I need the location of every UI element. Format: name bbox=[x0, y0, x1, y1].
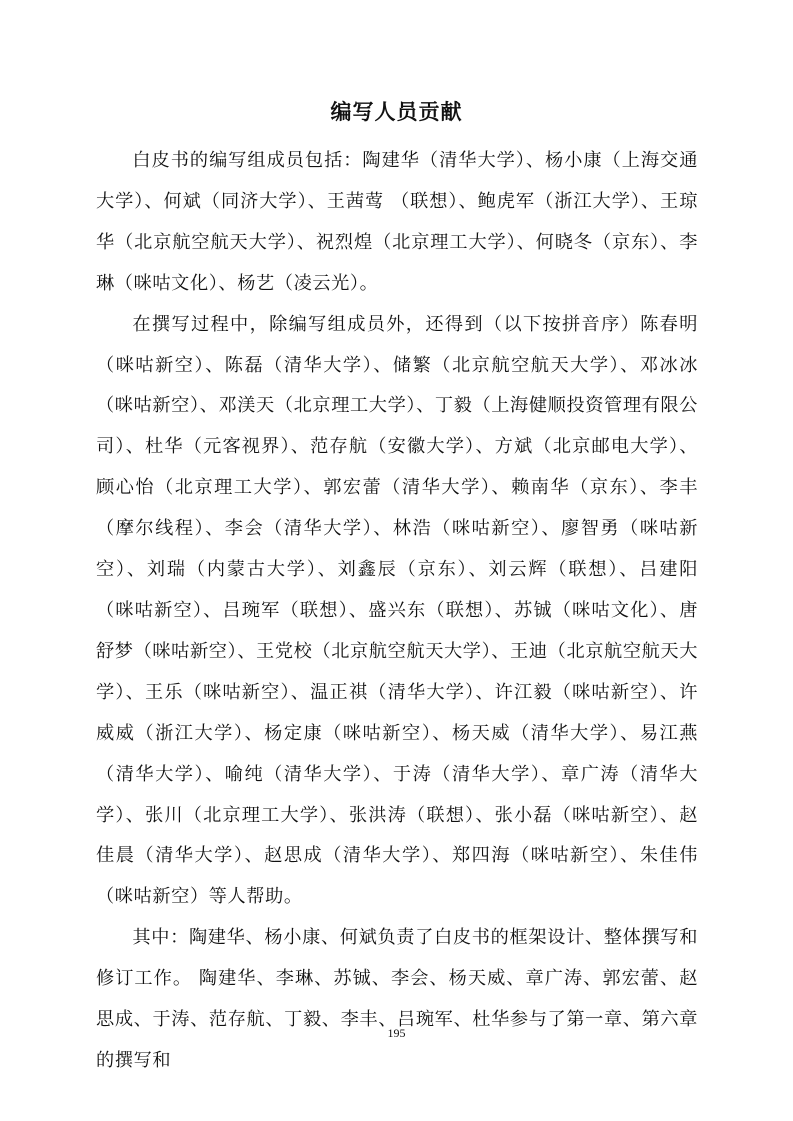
body-text bbox=[96, 141, 698, 1082]
page-number: 195 bbox=[387, 1026, 406, 1040]
page-title: 编写人员贡献 bbox=[330, 100, 463, 124]
paragraph-acknowledgements: 在撰写过程中，除编写组成员外，还得到（以下按拼音序）陈春明（咪咕新空）、陈磊（清华大学）、储繁（北京航空航天大学）、邓冰冰（咪咕新空）、邓渼天（北京理工大学）、丁毅（上海健顺投资管理有限公司）、杜华（元客视界）、范存航（安徽大学）、方斌（北京邮电大学）、顾心怡（北京理工大学）、郭宏蕾（清华大学）、赖南华（京东）、李丰（摩尔线程）、李会（清华大学）、林浩（咪咕新空）、廖智勇（咪咕新空）、刘瑞（内蒙古大学）、刘鑫辰（京东）、刘云辉（联想）、吕建阳（咪咕新空）、吕琬军（联想）、盛兴东（联想）、苏铖（咪咕文化）、唐舒梦（咪咕新空）、王党校（北京航空航天大学）、王迪（北京航空航天大学）、王乐（咪咕新空）、温正祺（清华大学）、许江毅（咪咕新空）、许威威（浙江大学）、杨定康（咪咕新空）、杨天威（清华大学）、易江燕（清华大学）、喻纯（清华大学）、于涛（清华大学）、章广涛（清华大学）、张川（北京理工大学）、张洪涛（联想）、张小磊（咪咕新空）、赵佳晨（清华大学）、赵思成（清华大学）、郑四海（咪咕新空）、朱佳伟（咪咕新空）等人帮助。 bbox=[96, 313, 698, 908]
paragraph-responsibilities: 其中：陶建华、杨小康、何斌负责了白皮书的框架设计、整体撰写和修订工作。 陶建华、李琳、苏铖、李会、杨天威、章广涛、郭宏蕾、赵思成、于涛、范存航、丁毅、李丰、吕琬军、杜华参与了第一章、第六章的撰写和 bbox=[96, 927, 698, 1071]
paragraph-writing-group: 白皮书的编写组成员包括：陶建华（清华大学）、杨小康（上海交通大学）、何斌（同济大学）、王茜莺 （联想）、鲍虎军（浙江大学）、王琼华（北京航空航天大学）、祝烈煌（北京理工大学）、何晓冬（京东）、李琳（咪咕文化）、杨艺（凌云光）。 bbox=[96, 150, 698, 294]
